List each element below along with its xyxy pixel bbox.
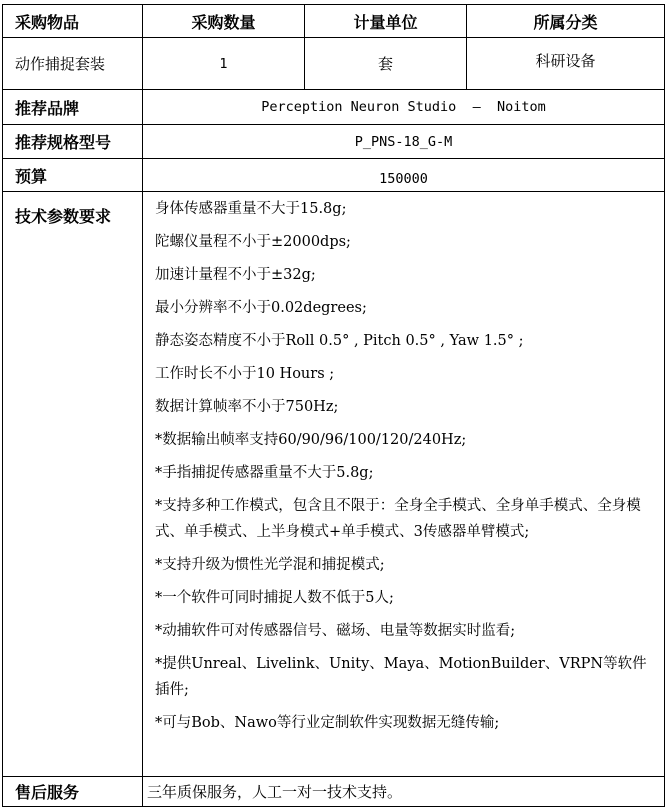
- after-sales-value: 三年质保服务，人工一对一技术支持。: [143, 777, 665, 807]
- spec-line: *支持多种工作模式，包含且不限于：全身全手模式、全身单手模式、全身模式、单手模式、上半身模式+单手模式、3传感器单臂模式;: [155, 498, 641, 540]
- spec-line: 最小分辨率不小于0.02degrees;: [155, 300, 367, 316]
- spec-line: 陀螺仪量程不小于±2000dps;: [155, 234, 351, 250]
- spec-line: *提供Unreal、Livelink、Unity、Maya、MotionBuilder、VRPN等软件插件;: [155, 656, 647, 698]
- header-row: [3, 5, 665, 38]
- item-name: 动作捕捉套装: [3, 38, 143, 90]
- brand-label: 推荐品牌: [3, 90, 143, 125]
- spec-line: *可与Bob、Nawo等行业定制软件实现数据无缝传输;: [155, 715, 500, 731]
- specs-row: [3, 192, 665, 777]
- spec-line: 数据计算帧率不小于750Hz;: [155, 399, 339, 415]
- spec-line: *数据输出帧率支持60/90/96/100/120/240Hz;: [155, 432, 467, 448]
- spec-line: 静态姿态精度不小于Roll 0.5° , Pitch 0.5° , Yaw 1.5° ;: [155, 333, 524, 349]
- specs-label: 技术参数要求: [3, 192, 143, 777]
- model-row: [3, 125, 665, 159]
- budget-row: [3, 159, 665, 192]
- spec-line: *一个软件可同时捕捉人数不低于5人;: [155, 590, 394, 606]
- spec-line: 加速计量程不小于±32g;: [155, 267, 316, 283]
- spec-line: *动捕软件可对传感器信号、磁场、电量等数据实时监看;: [155, 623, 516, 639]
- budget-label: 预算: [3, 159, 143, 192]
- model-value: P_PNS-18_G-M: [143, 125, 665, 159]
- item-row: [3, 38, 665, 90]
- budget-value: 150000: [143, 159, 665, 192]
- spec-line: *支持升级为惯性光学混和捕捉模式;: [155, 557, 385, 573]
- model-label: 推荐规格型号: [3, 125, 143, 159]
- spec-line: *手指捕捉传感器重量不大于5.8g;: [155, 465, 374, 481]
- item-unit: 套: [305, 38, 467, 90]
- brand-value: Perception Neuron Studio — Noitom: [143, 90, 665, 125]
- item-quantity: 1: [143, 38, 305, 90]
- brand-row: [3, 90, 665, 125]
- header-quantity: 采购数量: [143, 5, 305, 38]
- specs-list: [143, 192, 665, 777]
- item-category: 科研设备: [467, 38, 665, 90]
- spec-line: 身体传感器重量不大于15.8g;: [155, 201, 347, 217]
- header-item-name: 采购物品: [3, 5, 143, 38]
- header-unit: 计量单位: [305, 5, 467, 38]
- spec-line: 工作时长不小于10 Hours ;: [155, 366, 335, 382]
- after-sales-label: 售后服务: [3, 777, 143, 807]
- after-sales-row: [3, 777, 665, 807]
- procurement-table: [2, 4, 665, 807]
- header-category: 所属分类: [467, 5, 665, 38]
